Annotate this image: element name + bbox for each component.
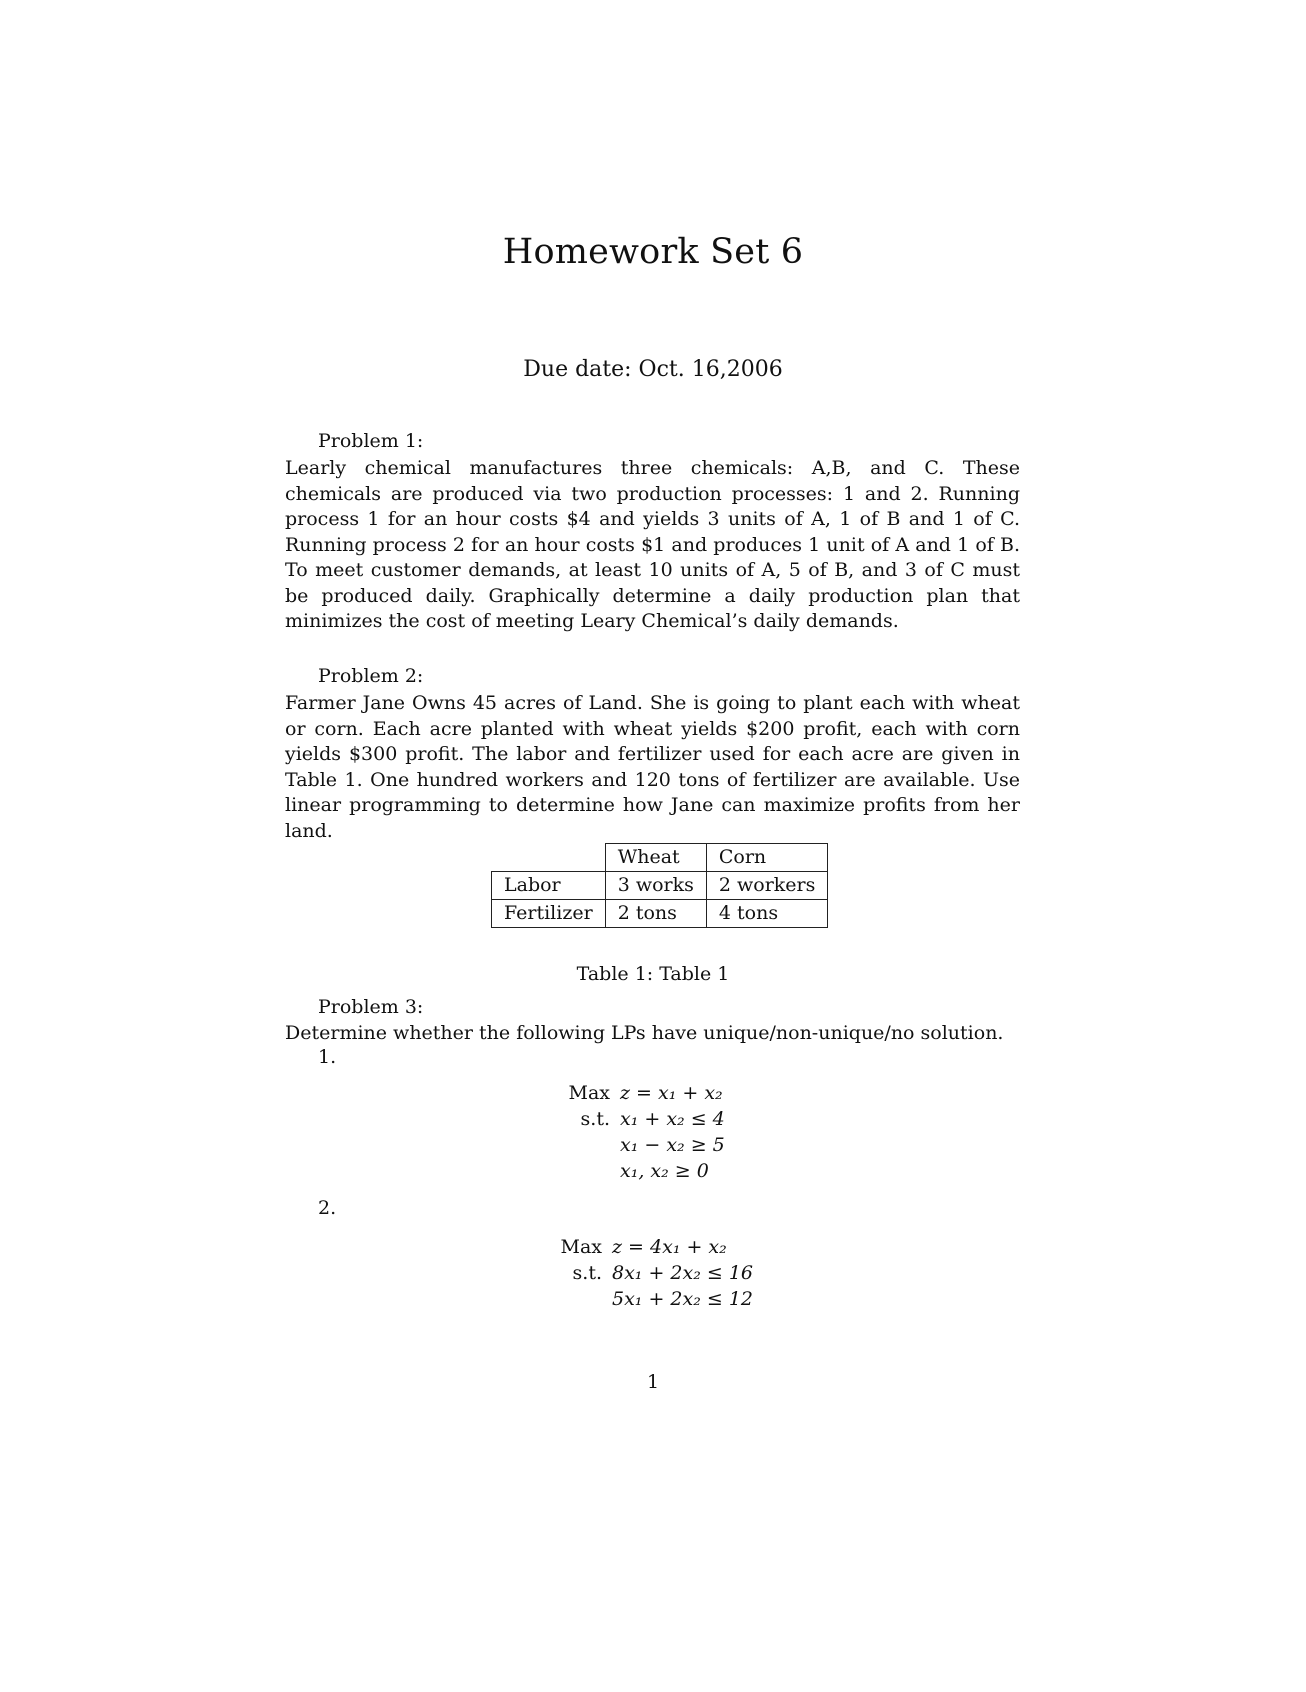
lp-1-constraint-3: x₁, x₂ ≥ 0	[620, 1160, 709, 1182]
lp-2-constraint-2: 5x₁ + 2x₂ ≤ 12	[612, 1288, 754, 1310]
lp-1-number: 1.	[318, 1046, 337, 1068]
table-row	[492, 900, 828, 928]
lp-2-objective: z = 4x₁ + x₂	[612, 1236, 727, 1258]
table-row	[492, 872, 828, 900]
table-header-row	[492, 844, 828, 872]
table-header-wheat: Wheat	[605, 844, 706, 872]
problem-1-text: Learly chemical manufactures three chemicals: A,B, and C. These chemicals are produced via two production processes: 1 and 2. Running process 1 for an hour costs $4 and yields 3 units of A, 1 of B and 1 of C. Running process 2 for an hour costs $1 and produces 1 unit of A and 1 of B. To meet customer demands, at least 10 units of A, 5 of B, and 3 of C must be produced daily. Graphically determine a daily production plan that minimizes the cost of meeting Leary Chemical’s daily demands.	[285, 457, 1020, 632]
problem-2-text: Farmer Jane Owns 45 acres of Land. She is going to plant each with wheat or corn. Each acre planted with wheat yields $200 profit, each with corn yields $300 profit. The labor and fertilizer used for each acre are given in Table 1. One hundred workers and 120 tons of fertilizer are available. Use linear programming to determine how Jane can maximize profits from her land.	[285, 692, 1020, 842]
lp-1-constraint-2: x₁ − x₂ ≥ 5	[620, 1134, 725, 1156]
table-cell-fertilizer-wheat: 2 tons	[605, 900, 706, 928]
table-header-corn: Corn	[706, 844, 828, 872]
lp-2	[552, 1234, 753, 1312]
page-number: 1	[646, 1371, 660, 1393]
lp-2-st-label: s.t.	[572, 1262, 602, 1284]
lp-1	[560, 1080, 725, 1184]
table-row-label-fertilizer: Fertilizer	[492, 900, 606, 928]
table-1	[491, 843, 828, 928]
problem-3-heading: Problem 3:	[318, 996, 424, 1018]
lp-1-objective: z = x₁ + x₂	[620, 1082, 723, 1104]
lp-2-number: 2.	[318, 1197, 337, 1219]
table-corner-cell	[492, 844, 606, 872]
problem-2-heading: Problem 2:	[318, 665, 424, 687]
table-caption: Table 1: Table 1	[576, 963, 730, 985]
table-cell-labor-wheat: 3 works	[605, 872, 706, 900]
problem-1-heading: Problem 1:	[318, 430, 424, 452]
lp-2-constraint-1: 8x₁ + 2x₂ ≤ 16	[612, 1262, 754, 1284]
lp-1-st-label: s.t.	[580, 1108, 610, 1130]
lp-2-max-label: Max	[560, 1236, 602, 1258]
table-row-label-labor: Labor	[492, 872, 606, 900]
lp-1-max-label: Max	[568, 1082, 610, 1104]
due-date: Due date: Oct. 16,2006	[523, 357, 783, 382]
table-cell-fertilizer-corn: 4 tons	[706, 900, 828, 928]
problem-3-text: Determine whether the following LPs have unique/non-unique/no solution.	[285, 1022, 1004, 1044]
document-title: Homework Set 6	[502, 232, 804, 272]
table-cell-labor-corn: 2 workers	[706, 872, 828, 900]
lp-1-constraint-1: x₁ + x₂ ≤ 4	[620, 1108, 725, 1130]
